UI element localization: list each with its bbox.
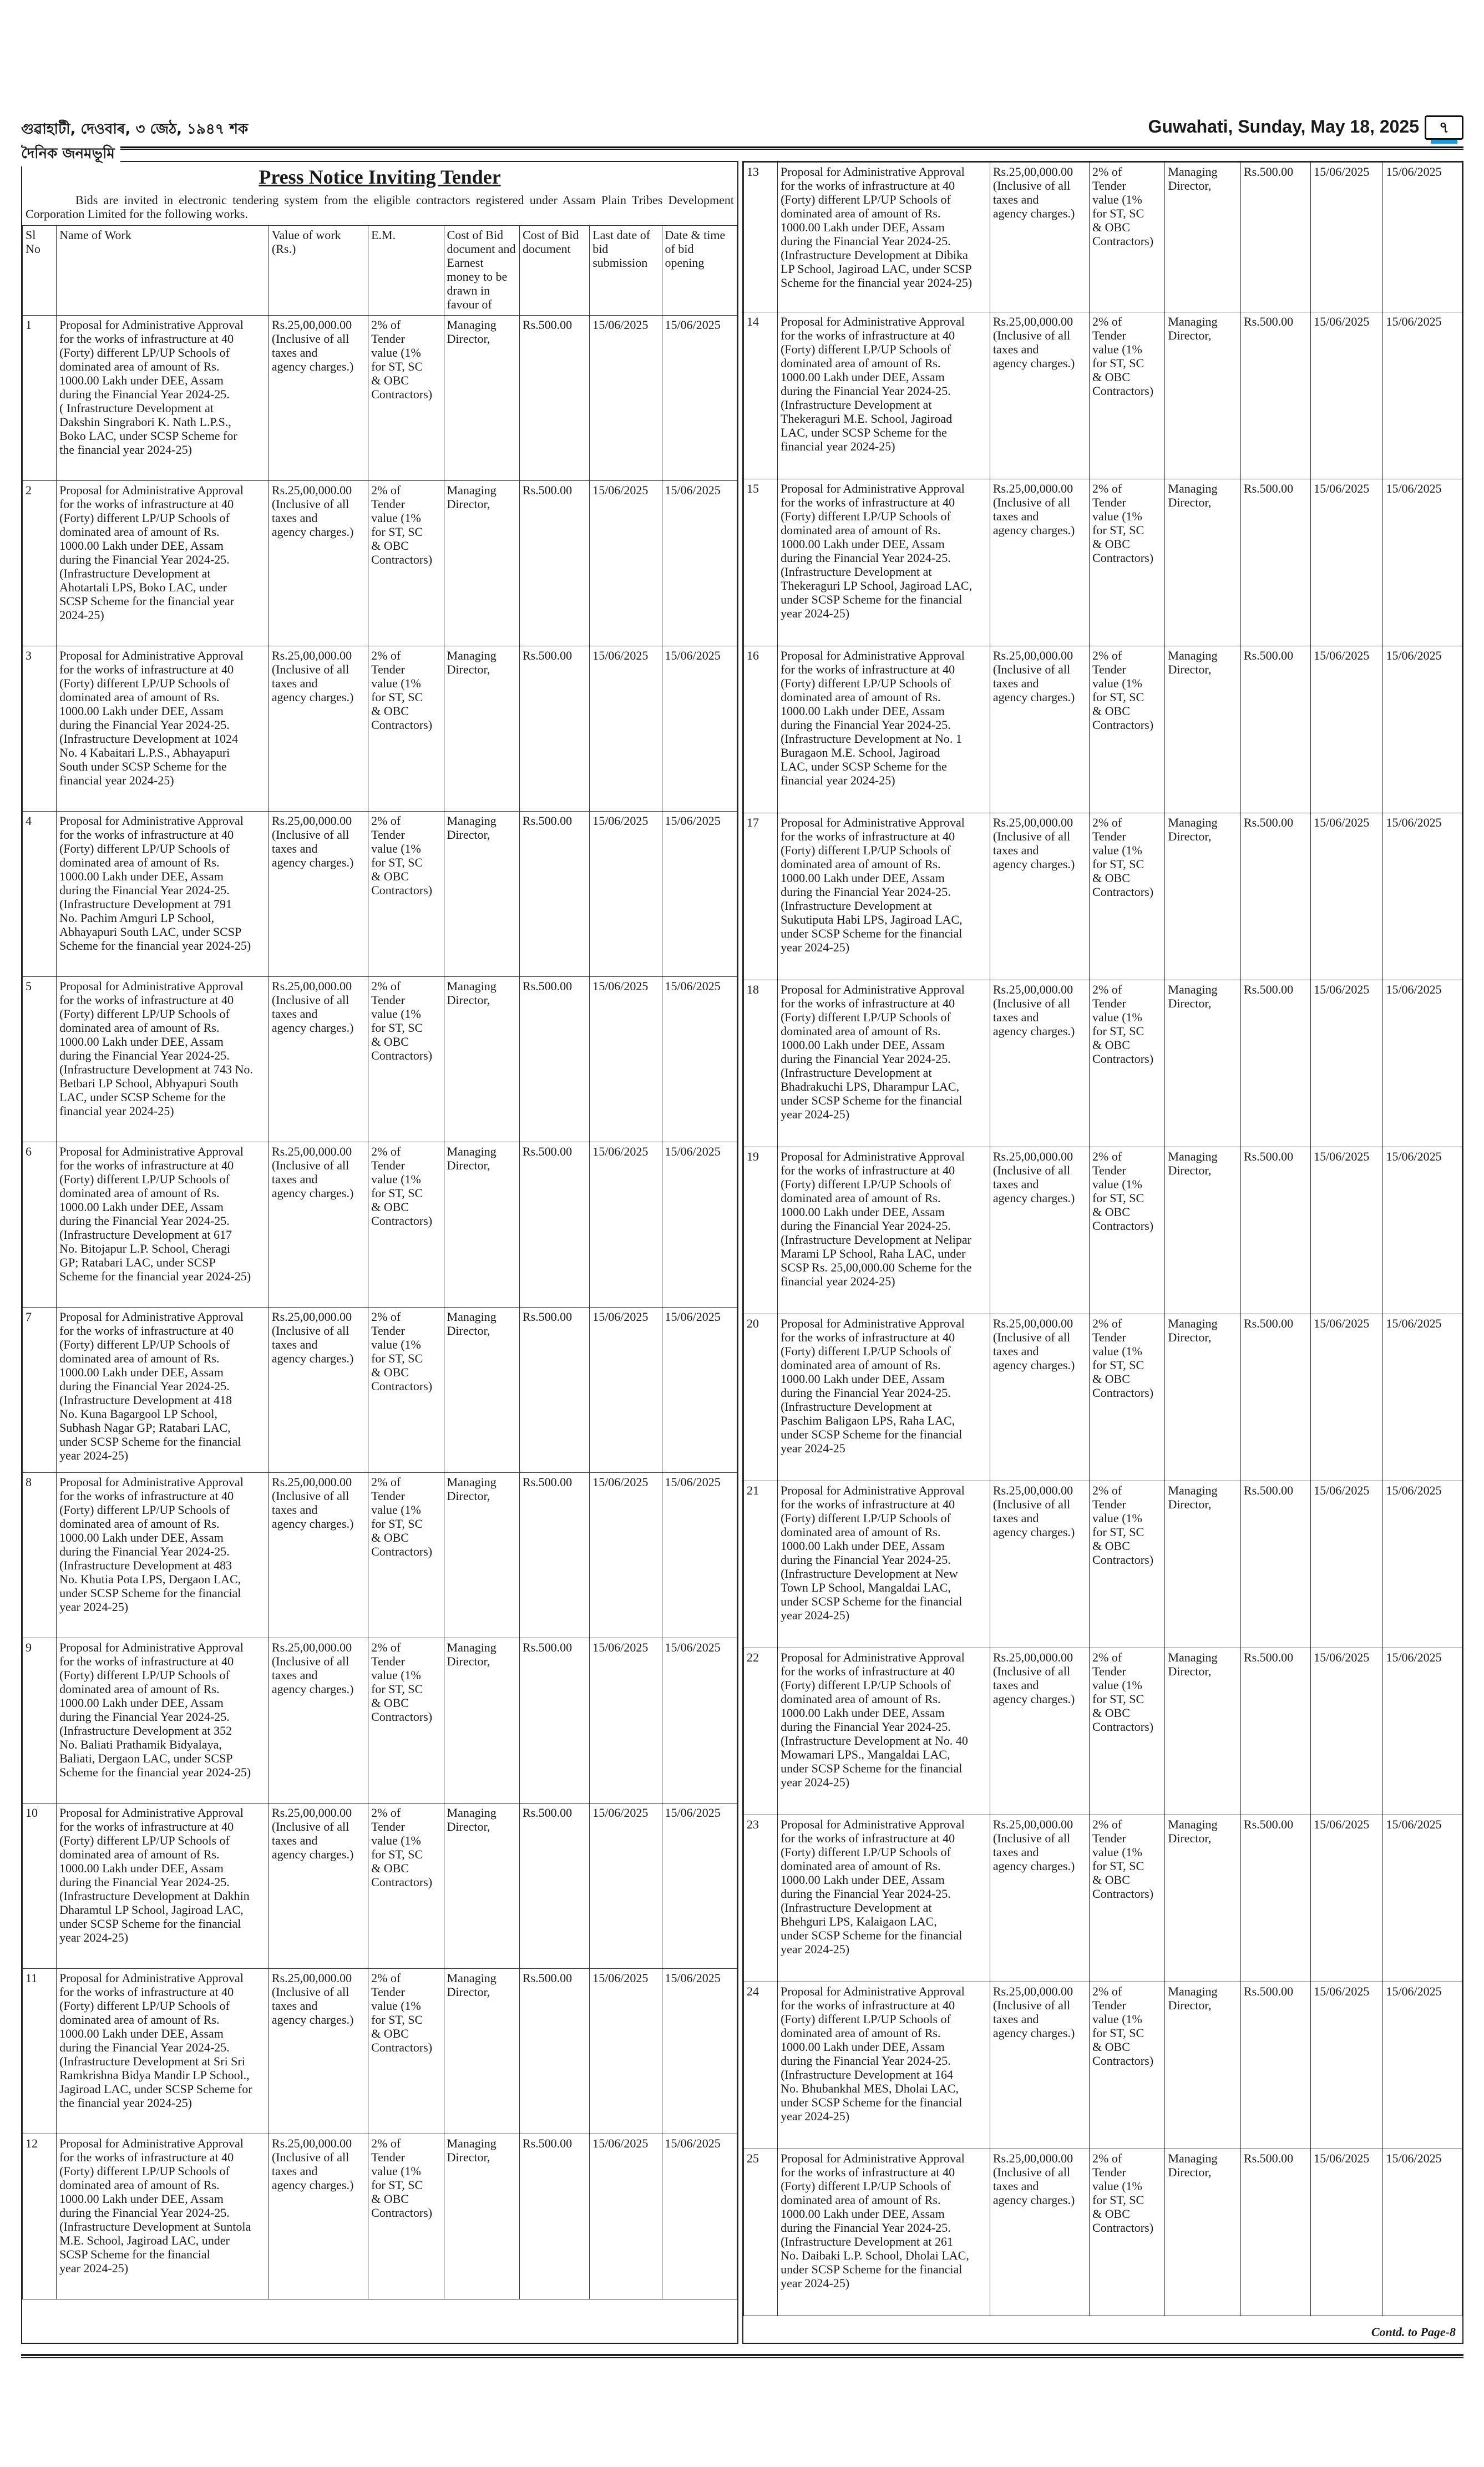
earnest-money: 2% of Tender value (1% for ST, SC & OBC Contractors) xyxy=(368,1473,444,1638)
page-number-badge: ৭ xyxy=(1425,115,1463,140)
sl-number: 24 xyxy=(744,1982,778,2149)
earnest-money: 2% of Tender value (1% for ST, SC & OBC Contractors) xyxy=(368,1969,444,2134)
last-date: 15/06/2025 xyxy=(1311,980,1383,1147)
drawn-in-favour: Managing Director, xyxy=(444,1473,519,1638)
earnest-money: 2% of Tender value (1% for ST, SC & OBC Contractors) xyxy=(368,1638,444,1804)
last-date: 15/06/2025 xyxy=(590,1142,662,1308)
tender-table-right xyxy=(743,162,1462,2316)
earnest-money: 2% of Tender value (1% for ST, SC & OBC Contractors) xyxy=(368,2134,444,2299)
opening-date: 15/06/2025 xyxy=(1383,479,1462,646)
sl-number: 21 xyxy=(744,1481,778,1648)
work-name: Proposal for Administrative Approval for the works of infrastructure at 40 (Forty) different LP/UP Schools of dominated area of amount of Rs. 1000.00 Lakh under DEE, Assam during the Financial Year 2024-25. (Infrastructure Development at Thekeraguri M.E. School, Jagiroad LAC, under SCSP Scheme for the financial year 2024-25) xyxy=(778,312,990,479)
work-name: Proposal for Administrative Approval for the works of infrastructure at 40 (Forty) different LP/UP Schools of dominated area of amount of Rs. 1000.00 Lakh under DEE, Assam during the Financial Year 2024-25. (Infrastructure Development at Nelipar Marami LP School, Raha LAC, under SCSP Rs. 25,00,000.00 Scheme for the financial year 2024-25) xyxy=(778,1147,990,1314)
opening-date: 15/06/2025 xyxy=(662,1142,737,1308)
sl-number: 18 xyxy=(744,980,778,1147)
earnest-money: 2% of Tender value (1% for ST, SC & OBC Contractors) xyxy=(1090,1147,1165,1314)
table-row xyxy=(744,163,1462,312)
last-date: 15/06/2025 xyxy=(1311,2149,1383,2316)
earnest-money: 2% of Tender value (1% for ST, SC & OBC Contractors) xyxy=(1090,813,1165,980)
last-date: 15/06/2025 xyxy=(590,316,662,481)
table-row xyxy=(744,2149,1462,2316)
sl-number: 13 xyxy=(744,163,778,312)
bid-cost: Rs.500.00 xyxy=(1240,980,1310,1147)
last-date: 15/06/2025 xyxy=(1311,813,1383,980)
drawn-in-favour: Managing Director, xyxy=(1165,813,1240,980)
work-name: Proposal for Administrative Approval for the works of infrastructure at 40 (Forty) different LP/UP Schools of dominated area of amount of Rs. 1000.00 Lakh under DEE, Assam during the Financial Year 2024-25. (Infrastructure Development at Ahotartali LPS, Boko LAC, under SCSP Scheme for the financial year 2024-25) xyxy=(57,481,269,646)
work-value: Rs.25,00,000.00 (Inclusive of all taxes and agency charges.) xyxy=(269,2134,368,2299)
sl-number: 6 xyxy=(23,1142,57,1308)
masthead xyxy=(21,115,1463,162)
notice-intro: Bids are invited in electronic tendering system from the eligible contractors registered under Assam Plain Tribes Development Corporation Limited for the following works. xyxy=(26,193,734,221)
work-name: Proposal for Administrative Approval for the works of infrastructure at 40 (Forty) different LP/UP Schools of dominated area of amount of Rs. 1000.00 Lakh under DEE, Assam during the Financial Year 2024-25. (Infrastructure Development at No. 40 Mowamari LPS., Mangaldai LAC, under SCSP Scheme for the financial year 2024-25) xyxy=(778,1648,990,1815)
drawn-in-favour: Managing Director, xyxy=(1165,1481,1240,1648)
table-row xyxy=(744,479,1462,646)
work-value: Rs.25,00,000.00 (Inclusive of all taxes and agency charges.) xyxy=(269,1308,368,1473)
drawn-in-favour: Managing Director, xyxy=(444,1804,519,1969)
work-value: Rs.25,00,000.00 (Inclusive of all taxes and agency charges.) xyxy=(990,980,1089,1147)
sl-number: 7 xyxy=(23,1308,57,1473)
sl-number: 19 xyxy=(744,1147,778,1314)
drawn-in-favour: Managing Director, xyxy=(444,812,519,977)
last-date: 15/06/2025 xyxy=(1311,1481,1383,1648)
earnest-money: 2% of Tender value (1% for ST, SC & OBC Contractors) xyxy=(1090,312,1165,479)
last-date: 15/06/2025 xyxy=(590,481,662,646)
last-date: 15/06/2025 xyxy=(1311,1314,1383,1481)
work-value: Rs.25,00,000.00 (Inclusive of all taxes and agency charges.) xyxy=(269,977,368,1142)
header-last-date: Last date of bid submission xyxy=(590,226,662,316)
last-date: 15/06/2025 xyxy=(590,977,662,1142)
sl-number: 12 xyxy=(23,2134,57,2299)
footer-rule xyxy=(21,2354,1463,2358)
bid-cost: Rs.500.00 xyxy=(1240,1147,1310,1314)
sl-number: 8 xyxy=(23,1473,57,1638)
bid-cost: Rs.500.00 xyxy=(1240,2149,1310,2316)
last-date: 15/06/2025 xyxy=(1311,163,1383,312)
table-row xyxy=(23,2134,737,2299)
work-value: Rs.25,00,000.00 (Inclusive of all taxes and agency charges.) xyxy=(990,1147,1089,1314)
earnest-money: 2% of Tender value (1% for ST, SC & OBC Contractors) xyxy=(1090,163,1165,312)
work-value: Rs.25,00,000.00 (Inclusive of all taxes and agency charges.) xyxy=(269,1473,368,1638)
drawn-in-favour: Managing Director, xyxy=(1165,1648,1240,1815)
last-date: 15/06/2025 xyxy=(1311,479,1383,646)
bid-cost: Rs.500.00 xyxy=(1240,479,1310,646)
drawn-in-favour: Managing Director, xyxy=(1165,1982,1240,2149)
bid-cost: Rs.500.00 xyxy=(519,481,589,646)
drawn-in-favour: Managing Director, xyxy=(444,1142,519,1308)
table-row xyxy=(23,316,737,481)
sl-number: 2 xyxy=(23,481,57,646)
work-value: Rs.25,00,000.00 (Inclusive of all taxes and agency charges.) xyxy=(990,479,1089,646)
opening-date: 15/06/2025 xyxy=(662,316,737,481)
opening-date: 15/06/2025 xyxy=(662,2134,737,2299)
bid-cost: Rs.500.00 xyxy=(1240,1815,1310,1982)
work-name: Proposal for Administrative Approval for the works of infrastructure at 40 (Forty) different LP/UP Schools of dominated area of amount of Rs. 1000.00 Lakh under DEE, Assam during the Financial Year 2024-25. (Infrastructure Development at Thekeraguri LP School, Jagiroad LAC, under SCSP Scheme for the financial year 2024-25) xyxy=(778,479,990,646)
drawn-in-favour: Managing Director, xyxy=(1165,1314,1240,1481)
last-date: 15/06/2025 xyxy=(590,1969,662,2134)
notice-column-left xyxy=(21,161,738,2344)
tender-table-left xyxy=(22,225,737,2299)
sl-number: 3 xyxy=(23,646,57,812)
table-row xyxy=(23,481,737,646)
drawn-in-favour: Managing Director, xyxy=(444,481,519,646)
earnest-money: 2% of Tender value (1% for ST, SC & OBC Contractors) xyxy=(1090,1314,1165,1481)
opening-date: 15/06/2025 xyxy=(1383,813,1462,980)
table-row xyxy=(23,646,737,812)
table-row xyxy=(23,977,737,1142)
work-name: Proposal for Administrative Approval for the works of infrastructure at 40 (Forty) different LP/UP Schools of dominated area of amount of Rs. 1000.00 Lakh under DEE, Assam during the Financial Year 2024-25. (Infrastructure Development at Bhehguri LPS, Kalaigaon LAC, under SCSP Scheme for the financial year 2024-25) xyxy=(778,1815,990,1982)
earnest-money: 2% of Tender value (1% for ST, SC & OBC Contractors) xyxy=(1090,1481,1165,1648)
work-name: Proposal for Administrative Approval for the works of infrastructure at 40 (Forty) different LP/UP Schools of dominated area of amount of Rs. 1000.00 Lakh under DEE, Assam during the Financial Year 2024-25. (Infrastructure Development at Dakhin Dharamtul LP School, Jagiroad LAC, under SCSP Scheme for the financial year 2024-25) xyxy=(57,1804,269,1969)
continued-note: Contd. to Page-8 xyxy=(1371,2325,1456,2339)
opening-date: 15/06/2025 xyxy=(662,812,737,977)
work-value: Rs.25,00,000.00 (Inclusive of all taxes and agency charges.) xyxy=(990,646,1089,813)
table-row xyxy=(23,1638,737,1804)
earnest-money: 2% of Tender value (1% for ST, SC & OBC Contractors) xyxy=(1090,646,1165,813)
bid-cost: Rs.500.00 xyxy=(519,812,589,977)
work-name: Proposal for Administrative Approval for the works of infrastructure at 40 (Forty) different LP/UP Schools of dominated area of amount of Rs. 1000.00 Lakh under DEE, Assam during the Financial Year 2024-25. (Infrastructure Development at New Town LP School, Mangaldai LAC, under SCSP Scheme for the financial year 2024-25) xyxy=(778,1481,990,1648)
opening-date: 15/06/2025 xyxy=(662,977,737,1142)
table-row xyxy=(744,1815,1462,1982)
work-value: Rs.25,00,000.00 (Inclusive of all taxes and agency charges.) xyxy=(990,1982,1089,2149)
earnest-money: 2% of Tender value (1% for ST, SC & OBC Contractors) xyxy=(368,646,444,812)
table-row xyxy=(23,1308,737,1473)
work-value: Rs.25,00,000.00 (Inclusive of all taxes and agency charges.) xyxy=(990,2149,1089,2316)
last-date: 15/06/2025 xyxy=(1311,312,1383,479)
drawn-in-favour: Managing Director, xyxy=(1165,980,1240,1147)
drawn-in-favour: Managing Director, xyxy=(444,977,519,1142)
opening-date: 15/06/2025 xyxy=(1383,1147,1462,1314)
last-date: 15/06/2025 xyxy=(590,1804,662,1969)
work-value: Rs.25,00,000.00 (Inclusive of all taxes and agency charges.) xyxy=(269,1969,368,2134)
work-value: Rs.25,00,000.00 (Inclusive of all taxes and agency charges.) xyxy=(990,1481,1089,1648)
earnest-money: 2% of Tender value (1% for ST, SC & OBC Contractors) xyxy=(1090,1982,1165,2149)
bid-cost: Rs.500.00 xyxy=(519,316,589,481)
work-name: Proposal for Administrative Approval for the works of infrastructure at 40 (Forty) different LP/UP Schools of dominated area of amount of Rs. 1000.00 Lakh under DEE, Assam during the Financial Year 2024-25. (Infrastructure Development at 261 No. Daibaki L.P. School, Dholai LAC, under SCSP Scheme for the financial year 2024-25) xyxy=(778,2149,990,2316)
header-name-of-work: Name of Work xyxy=(57,226,269,316)
table-row xyxy=(744,980,1462,1147)
work-value: Rs.25,00,000.00 (Inclusive of all taxes and agency charges.) xyxy=(990,312,1089,479)
sl-number: 23 xyxy=(744,1815,778,1982)
work-value: Rs.25,00,000.00 (Inclusive of all taxes and agency charges.) xyxy=(269,1804,368,1969)
opening-date: 15/06/2025 xyxy=(662,1969,737,2134)
work-value: Rs.25,00,000.00 (Inclusive of all taxes and agency charges.) xyxy=(269,812,368,977)
drawn-in-favour: Managing Director, xyxy=(1165,2149,1240,2316)
sl-number: 25 xyxy=(744,2149,778,2316)
last-date: 15/06/2025 xyxy=(590,1308,662,1473)
drawn-in-favour: Managing Director, xyxy=(1165,479,1240,646)
opening-date: 15/06/2025 xyxy=(1383,2149,1462,2316)
table-row xyxy=(23,1142,737,1308)
table-row xyxy=(23,1969,737,2134)
opening-date: 15/06/2025 xyxy=(1383,646,1462,813)
bid-cost: Rs.500.00 xyxy=(519,1638,589,1804)
bid-cost: Rs.500.00 xyxy=(519,2134,589,2299)
work-value: Rs.25,00,000.00 (Inclusive of all taxes and agency charges.) xyxy=(269,316,368,481)
drawn-in-favour: Managing Director, xyxy=(444,1638,519,1804)
sl-number: 20 xyxy=(744,1314,778,1481)
header-em: E.M. xyxy=(368,226,444,316)
opening-date: 15/06/2025 xyxy=(662,1804,737,1969)
bid-cost: Rs.500.00 xyxy=(519,1804,589,1969)
bid-cost: Rs.500.00 xyxy=(1240,312,1310,479)
bid-cost: Rs.500.00 xyxy=(519,1969,589,2134)
sl-number: 14 xyxy=(744,312,778,479)
sl-number: 17 xyxy=(744,813,778,980)
header-drawn-in-favour: Cost of Bid document and Earnest money to be drawn in favour of xyxy=(444,226,519,316)
opening-date: 15/06/2025 xyxy=(662,646,737,812)
table-row xyxy=(744,813,1462,980)
opening-date: 15/06/2025 xyxy=(662,1473,737,1638)
work-name: Proposal for Administrative Approval for the works of infrastructure at 40 (Forty) different LP/UP Schools of dominated area of amount of Rs. 1000.00 Lakh under DEE, Assam during the Financial Year 2024-25. (Infrastructure Development at Dibika LP School, Jagiroad LAC, under SCSP Scheme for the financial year 2024-25) xyxy=(778,163,990,312)
work-name: Proposal for Administrative Approval for the works of infrastructure at 40 (Forty) different LP/UP Schools of dominated area of amount of Rs. 1000.00 Lakh under DEE, Assam during the Financial Year 2024-25. (Infrastructure Development at 1024 No. 4 Kabaitari L.P.S., Abhayapuri South under SCSP Scheme for the financial year 2024-25) xyxy=(57,646,269,812)
bid-cost: Rs.500.00 xyxy=(519,1308,589,1473)
earnest-money: 2% of Tender value (1% for ST, SC & OBC Contractors) xyxy=(368,316,444,481)
earnest-money: 2% of Tender value (1% for ST, SC & OBC Contractors) xyxy=(368,481,444,646)
work-value: Rs.25,00,000.00 (Inclusive of all taxes and agency charges.) xyxy=(990,1815,1089,1982)
sl-number: 22 xyxy=(744,1648,778,1815)
sl-number: 5 xyxy=(23,977,57,1142)
work-name: Proposal for Administrative Approval for the works of infrastructure at 40 (Forty) different LP/UP Schools of dominated area of amount of Rs. 1000.00 Lakh under DEE, Assam during the Financial Year 2024-25. (Infrastructure Development at Suntola M.E. School, Jagiroad LAC, under SCSP Scheme for the financial year 2024-25) xyxy=(57,2134,269,2299)
work-value: Rs.25,00,000.00 (Inclusive of all taxes and agency charges.) xyxy=(269,481,368,646)
work-name: Proposal for Administrative Approval for the works of infrastructure at 40 (Forty) different LP/UP Schools of dominated area of amount of Rs. 1000.00 Lakh under DEE, Assam during the Financial Year 2024-25. (Infrastructure Development at 483 No. Khutia Pota LPS, Dergaon LAC, under SCSP Scheme for the financial year 2024-25) xyxy=(57,1473,269,1638)
work-value: Rs.25,00,000.00 (Inclusive of all taxes and agency charges.) xyxy=(990,163,1089,312)
date-bengali: গুৱাহাটী, দেওবাৰ, ৩ জেঠ, ১৯৪৭ শক xyxy=(21,121,249,138)
table-row xyxy=(744,1982,1462,2149)
table-row xyxy=(23,812,737,977)
opening-date: 15/06/2025 xyxy=(1383,312,1462,479)
date-english: Guwahati, Sunday, May 18, 2025 xyxy=(1148,116,1419,136)
bid-cost: Rs.500.00 xyxy=(1240,1314,1310,1481)
bid-cost: Rs.500.00 xyxy=(1240,1648,1310,1815)
table-row xyxy=(744,312,1462,479)
table-row xyxy=(744,1314,1462,1481)
drawn-in-favour: Managing Director, xyxy=(444,1308,519,1473)
bid-cost: Rs.500.00 xyxy=(519,1142,589,1308)
last-date: 15/06/2025 xyxy=(1311,1815,1383,1982)
table-row xyxy=(744,1648,1462,1815)
work-value: Rs.25,00,000.00 (Inclusive of all taxes and agency charges.) xyxy=(269,1638,368,1804)
work-value: Rs.25,00,000.00 (Inclusive of all taxes and agency charges.) xyxy=(269,1142,368,1308)
work-name: Proposal for Administrative Approval for the works of infrastructure at 40 (Forty) different LP/UP Schools of dominated area of amount of Rs. 1000.00 Lakh under DEE, Assam during the Financial Year 2024-25. (Infrastructure Development at 617 No. Bitojapur L.P. School, Cheragi GP; Ratabari LAC, under SCSP Scheme for the financial year 2024-25) xyxy=(57,1142,269,1308)
table-row xyxy=(744,1147,1462,1314)
header-value-of-work: Value of work (Rs.) xyxy=(269,226,368,316)
table-header-row xyxy=(23,226,737,316)
header-cost-of-bid: Cost of Bid document xyxy=(519,226,589,316)
bid-cost: Rs.500.00 xyxy=(1240,163,1310,312)
work-name: Proposal for Administrative Approval for the works of infrastructure at 40 (Forty) different LP/UP Schools of dominated area of amount of Rs. 1000.00 Lakh under DEE, Assam during the Financial Year 2024-25. (Infrastructure Development at Paschim Baligaon LPS, Raha LAC, under SCSP Scheme for the financial year 2024-25 xyxy=(778,1314,990,1481)
opening-date: 15/06/2025 xyxy=(662,481,737,646)
earnest-money: 2% of Tender value (1% for ST, SC & OBC Contractors) xyxy=(368,977,444,1142)
work-name: Proposal for Administrative Approval for the works of infrastructure at 40 (Forty) different LP/UP Schools of dominated area of amount of Rs. 1000.00 Lakh under DEE, Assam during the Financial Year 2024-25. (Infrastructure Development at 418 No. Kuna Bagargool LP School, Subhash Nagar GP; Ratabari LAC, under SCSP Scheme for the financial year 2024-25) xyxy=(57,1308,269,1473)
work-name: Proposal for Administrative Approval for the works of infrastructure at 40 (Forty) different LP/UP Schools of dominated area of amount of Rs. 1000.00 Lakh under DEE, Assam during the Financial Year 2024-25. (Infrastructure Development at Bhadrakuchi LPS, Dharampur LAC, under SCSP Scheme for the financial year 2024-25) xyxy=(778,980,990,1147)
last-date: 15/06/2025 xyxy=(590,2134,662,2299)
last-date: 15/06/2025 xyxy=(1311,646,1383,813)
last-date: 15/06/2025 xyxy=(1311,1982,1383,2149)
work-name: Proposal for Administrative Approval for the works of infrastructure at 40 (Forty) different LP/UP Schools of dominated area of amount of Rs. 1000.00 Lakh under DEE, Assam during the Financial Year 2024-25. (Infrastructure Development at 164 No. Bhubankhal MES, Dholai LAC, under SCSP Scheme for the financial year 2024-25) xyxy=(778,1982,990,2149)
opening-date: 15/06/2025 xyxy=(1383,1815,1462,1982)
bid-cost: Rs.500.00 xyxy=(1240,646,1310,813)
drawn-in-favour: Managing Director, xyxy=(1165,1815,1240,1982)
notice-column-right xyxy=(742,161,1463,2344)
table-row xyxy=(23,1473,737,1638)
header-opening-date: Date & time of bid opening xyxy=(662,226,737,316)
opening-date: 15/06/2025 xyxy=(1383,1314,1462,1481)
opening-date: 15/06/2025 xyxy=(662,1308,737,1473)
bid-cost: Rs.500.00 xyxy=(519,646,589,812)
work-name: Proposal for Administrative Approval for the works of infrastructure at 40 (Forty) different LP/UP Schools of dominated area of amount of Rs. 1000.00 Lakh under DEE, Assam during the Financial Year 2024-25. (Infrastructure Development at 352 No. Baliati Prathamik Bidyalaya, Baliati, Dergaon LAC, under SCSP Scheme for the financial year 2024-25) xyxy=(57,1638,269,1804)
earnest-money: 2% of Tender value (1% for ST, SC & OBC Contractors) xyxy=(368,812,444,977)
earnest-money: 2% of Tender value (1% for ST, SC & OBC Contractors) xyxy=(1090,479,1165,646)
work-name: Proposal for Administrative Approval for the works of infrastructure at 40 (Forty) different LP/UP Schools of dominated area of amount of Rs. 1000.00 Lakh under DEE, Assam during the Financial Year 2024-25. ( Infrastructure Development at Dakshin Singrabori K. Nath L.P.S., Boko LAC, under SCSP Scheme for the financial year 2024-25) xyxy=(57,316,269,481)
earnest-money: 2% of Tender value (1% for ST, SC & OBC Contractors) xyxy=(1090,2149,1165,2316)
drawn-in-favour: Managing Director, xyxy=(1165,1147,1240,1314)
last-date: 15/06/2025 xyxy=(590,646,662,812)
drawn-in-favour: Managing Director, xyxy=(1165,312,1240,479)
work-value: Rs.25,00,000.00 (Inclusive of all taxes and agency charges.) xyxy=(269,646,368,812)
sl-number: 15 xyxy=(744,479,778,646)
opening-date: 15/06/2025 xyxy=(1383,1982,1462,2149)
earnest-money: 2% of Tender value (1% for ST, SC & OBC Contractors) xyxy=(368,1804,444,1969)
sl-number: 1 xyxy=(23,316,57,481)
last-date: 15/06/2025 xyxy=(590,1638,662,1804)
table-row xyxy=(23,1804,737,1969)
sl-number: 16 xyxy=(744,646,778,813)
last-date: 15/06/2025 xyxy=(1311,1648,1383,1815)
bid-cost: Rs.500.00 xyxy=(1240,1982,1310,2149)
bid-cost: Rs.500.00 xyxy=(519,1473,589,1638)
bid-cost: Rs.500.00 xyxy=(1240,813,1310,980)
drawn-in-favour: Managing Director, xyxy=(444,2134,519,2299)
earnest-money: 2% of Tender value (1% for ST, SC & OBC Contractors) xyxy=(1090,980,1165,1147)
last-date: 15/06/2025 xyxy=(1311,1147,1383,1314)
drawn-in-favour: Managing Director, xyxy=(444,1969,519,2134)
sl-number: 4 xyxy=(23,812,57,977)
bid-cost: Rs.500.00 xyxy=(519,977,589,1142)
work-name: Proposal for Administrative Approval for the works of infrastructure at 40 (Forty) different LP/UP Schools of dominated area of amount of Rs. 1000.00 Lakh under DEE, Assam during the Financial Year 2024-25. (Infrastructure Development at 791 No. Pachim Amguri LP School, Abhayapuri South LAC, under SCSP Scheme for the financial year 2024-25) xyxy=(57,812,269,977)
opening-date: 15/06/2025 xyxy=(1383,1481,1462,1648)
work-name: Proposal for Administrative Approval for the works of infrastructure at 40 (Forty) different LP/UP Schools of dominated area of amount of Rs. 1000.00 Lakh under DEE, Assam during the Financial Year 2024-25. (Infrastructure Development at 743 No. Betbari LP School, Abhyapuri South LAC, under SCSP Scheme for the financial year 2024-25) xyxy=(57,977,269,1142)
work-value: Rs.25,00,000.00 (Inclusive of all taxes and agency charges.) xyxy=(990,1314,1089,1481)
drawn-in-favour: Managing Director, xyxy=(444,646,519,812)
work-name: Proposal for Administrative Approval for the works of infrastructure at 40 (Forty) different LP/UP Schools of dominated area of amount of Rs. 1000.00 Lakh under DEE, Assam during the Financial Year 2024-25. (Infrastructure Development at No. 1 Buragaon M.E. School, Jagiroad LAC, under SCSP Scheme for the financial year 2024-25) xyxy=(778,646,990,813)
bid-cost: Rs.500.00 xyxy=(1240,1481,1310,1648)
work-value: Rs.25,00,000.00 (Inclusive of all taxes and agency charges.) xyxy=(990,1648,1089,1815)
sl-number: 11 xyxy=(23,1969,57,2134)
last-date: 15/06/2025 xyxy=(590,812,662,977)
opening-date: 15/06/2025 xyxy=(1383,980,1462,1147)
masthead-rule xyxy=(21,146,1463,150)
table-row xyxy=(744,1481,1462,1648)
sl-number: 10 xyxy=(23,1804,57,1969)
last-date: 15/06/2025 xyxy=(590,1473,662,1638)
sl-number: 9 xyxy=(23,1638,57,1804)
opening-date: 15/06/2025 xyxy=(1383,163,1462,312)
table-row xyxy=(744,646,1462,813)
notice-title: Press Notice Inviting Tender xyxy=(259,166,501,188)
work-name: Proposal for Administrative Approval for the works of infrastructure at 40 (Forty) different LP/UP Schools of dominated area of amount of Rs. 1000.00 Lakh under DEE, Assam during the Financial Year 2024-25. (Infrastructure Development at Sri Sri Ramkrishna Bidya Mandir LP School., Jagiroad LAC, under SCSP Scheme for the financial year 2024-25) xyxy=(57,1969,269,2134)
header-sl-no: Sl No xyxy=(23,226,57,316)
opening-date: 15/06/2025 xyxy=(1383,1648,1462,1815)
earnest-money: 2% of Tender value (1% for ST, SC & OBC Contractors) xyxy=(1090,1648,1165,1815)
drawn-in-favour: Managing Director, xyxy=(1165,646,1240,813)
earnest-money: 2% of Tender value (1% for ST, SC & OBC Contractors) xyxy=(368,1308,444,1473)
opening-date: 15/06/2025 xyxy=(662,1638,737,1804)
drawn-in-favour: Managing Director, xyxy=(444,316,519,481)
earnest-money: 2% of Tender value (1% for ST, SC & OBC Contractors) xyxy=(1090,1815,1165,1982)
earnest-money: 2% of Tender value (1% for ST, SC & OBC Contractors) xyxy=(368,1142,444,1308)
work-name: Proposal for Administrative Approval for the works of infrastructure at 40 (Forty) different LP/UP Schools of dominated area of amount of Rs. 1000.00 Lakh under DEE, Assam during the Financial Year 2024-25. (Infrastructure Development at Sukutiputa Habi LPS, Jagiroad LAC, under SCSP Scheme for the financial year 2024-25) xyxy=(778,813,990,980)
newspaper-name: দৈনিক জনমভূমি xyxy=(21,142,120,166)
work-value: Rs.25,00,000.00 (Inclusive of all taxes and agency charges.) xyxy=(990,813,1089,980)
drawn-in-favour: Managing Director, xyxy=(1165,163,1240,312)
